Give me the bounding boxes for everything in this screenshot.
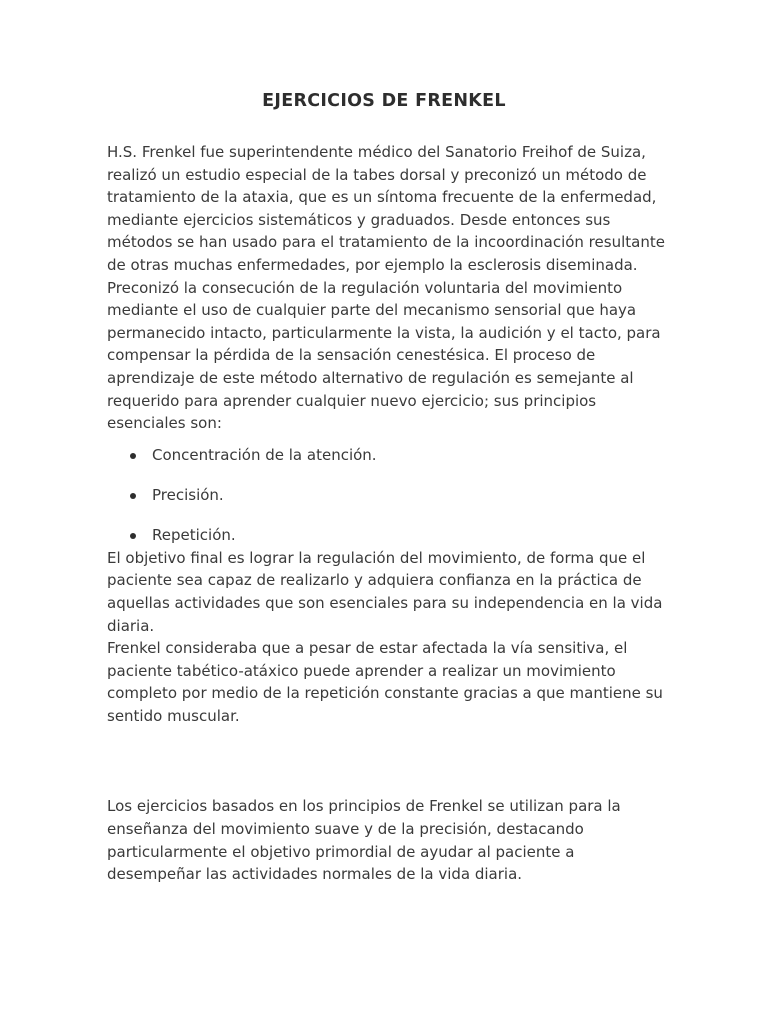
document-body xyxy=(107,141,667,886)
paragraph-frenkel: Frenkel consideraba que a pesar de estar afectada la vía sensitiva, el paciente tabético-atáxico puede aprender a realizar un movimiento completo por medio de la repetición constante gracias a que mantiene su sentido muscular. xyxy=(107,639,663,725)
bullet-icon xyxy=(130,453,136,459)
paragraph-spacer xyxy=(107,727,667,795)
paragraph-method: Preconizó la consecución de la regulación voluntaria del movimiento mediante el uso de cualquier parte del mecanismo sensorial que haya permanecido intacto, particularmente la vista, la audición y el tacto, para compensar la pérdida de la sensación cenestésica. El proceso de aprendizaje de este método alternativo de regulación es semejante al requerido para aprender cualquier nuevo ejercicio; sus principios esenciales son: xyxy=(107,278,661,433)
paragraph-exercises: Los ejercicios basados en los principios de Frenkel se utilizan para la enseñanza del movimiento suave y de la precisión, destacando particularmente el objetivo primordial de ayudar al paciente a desempeñar las actividades normales de la vida diaria. xyxy=(107,797,621,884)
principles-list xyxy=(107,444,667,547)
paragraph-objective: El objetivo final es lograr la regulación del movimiento, de forma que el paciente sea capaz de realizarlo y adquiera confianza en la práctica de aquellas actividades que son esenciales para su independencia en la vida diaria. xyxy=(107,548,663,635)
bullet-icon xyxy=(130,493,136,499)
list-item-text: Concentración de la atención. xyxy=(152,445,377,464)
list-item xyxy=(107,524,667,547)
paragraph-intro: H.S. Frenkel fue superintendente médico del Sanatorio Freihof de Suiza, realizó un estudio especial de la tabes dorsal y preconizó un método de tratamiento de la ataxia, que es un síntoma frecuente de la enfermedad, mediante ejercicios sistemáticos y graduados. Desde entonces sus métodos se han usado para el tratamiento de la incoordinación resultante de otras muchas enfermedades, por ejemplo la esclerosis diseminada. xyxy=(107,143,665,274)
list-item xyxy=(107,444,667,484)
list-item xyxy=(107,484,667,524)
document-title: EJERCICIOS DE FRENKEL xyxy=(262,91,506,111)
bullet-icon xyxy=(130,533,136,539)
list-item-text: Repetición. xyxy=(152,525,236,544)
list-item-text: Precisión. xyxy=(152,485,224,504)
